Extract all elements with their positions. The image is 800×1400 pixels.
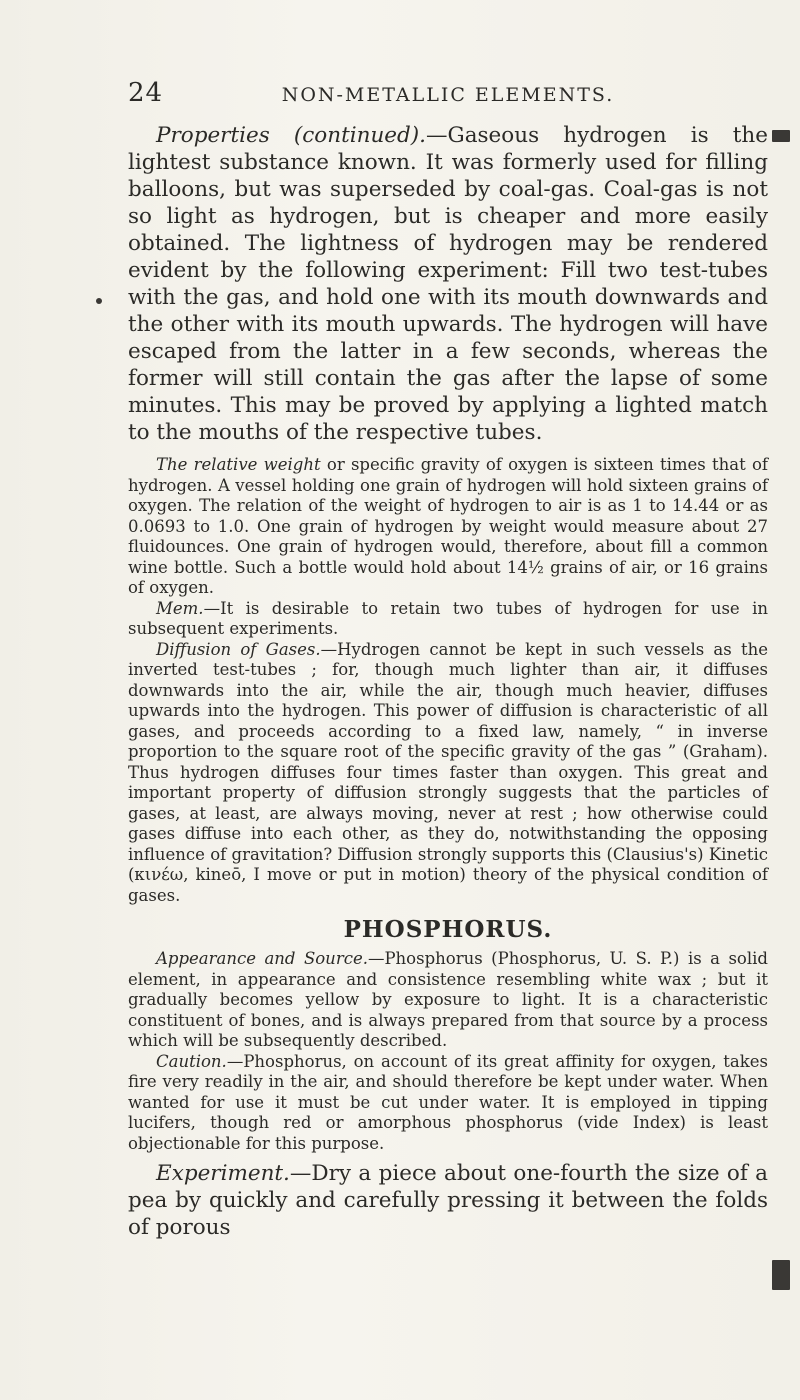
lead-diffusion: Diffusion of Gases. (156, 639, 321, 659)
text-diffusion: —Hydrogen cannot be kept in such vessels as the inverted test-tubes ; for, though much lighter than air, it diffuses downwards into the air, while the air, though much heavier, diffuses upwards into the hydrogen. This power of diffusion is characteristic of all gases, and proceeds according to a fixed law, namely, “ in inverse proportion to the square root of the specific gravity of the gas ” (Graham). Thus hydrogen diffuses four times faster than oxygen. This great and important property of diffusion strongly suggests that the particles of gases, at least, are always moving, never at rest ; how otherwise could gases diffuse into each other, as they do, notwithstanding the opposing influence of gravitation? Diffusion strongly supports this (Clausius's) Kinetic (κινέω, kineō, I move or put in motion) theory of the physical condition of gases. (128, 639, 768, 905)
lead-experiment: Experiment. (156, 1161, 290, 1186)
section-heading: PHOSPHORUS. (343, 916, 553, 943)
page-number: 24 (128, 78, 164, 108)
lead-properties: Properties (continued). (156, 123, 427, 148)
paragraph-properties (128, 122, 768, 446)
paragraph-caution (128, 1052, 768, 1155)
margin-dot (96, 298, 102, 304)
paragraph-mem (128, 599, 768, 640)
page-edge-mark (772, 1260, 790, 1290)
page-edge-mark (772, 130, 790, 142)
running-title: NON-METALLIC ELEMENTS. (281, 84, 615, 106)
paragraph-relative-weight (128, 455, 768, 599)
lead-caution: Caution. (156, 1051, 227, 1071)
paragraph-experiment (128, 1160, 768, 1241)
page-body (128, 122, 768, 1241)
paragraph-diffusion (128, 640, 768, 907)
text-experiment: —Dry a piece about one-fourth the size of a pea by quickly and carefully pressing it between the folds of porous (128, 1161, 768, 1240)
page-header (128, 78, 768, 112)
text-relative-weight: or specific gravity of oxygen is sixteen times that of hydrogen. A vessel holding one grain of hydrogen will hold sixteen grains of oxygen. The relation of the weight of hydrogen to air is as 1 to 14.44 or as 0.0693 to 1.0. One grain of hydrogen by weight would measure about 27 fluidounces. One grain of hydrogen would, therefore, about fill a common wine bottle. Such a bottle would hold about 14½ grains of air, or 16 grains of oxygen. (128, 455, 768, 597)
lead-relative-weight: The relative weight (156, 455, 321, 474)
text-caution: —Phosphorus, on account of its great affinity for oxygen, takes fire very readily in the air, and should therefore be kept under water. When wanted for use it must be cut under water. It is employed in tipping lucifers, though red or amorphous phosphorus (vide Index) is least objectionable for this purpose. (128, 1051, 768, 1153)
text-appearance: —Phosphorus (Phosphorus, U. S. P.) is a solid element, in appearance and consistence resembling white wax ; but it gradually becomes yellow by exposure to light. It is a characteristic constituent of bones, and is always prepared from that source by a process which will be subsequently described. (128, 949, 768, 1050)
text-mem: —It is desirable to retain two tubes of hydrogen for use in subsequent experiments. (128, 598, 768, 638)
lead-mem: Mem. (156, 598, 204, 618)
paragraph-appearance (128, 949, 768, 1052)
text-properties: —Gaseous hydrogen is the lightest substance known. It was formerly used for filling balloons, but was superseded by coal-gas. Coal-gas is not so light as hydrogen, but is cheaper and more easily obtained. The lightness of hydrogen may be rendered evident by the following experiment: Fill two test-tubes with the gas, and hold one with its mouth downwards and the other with its mouth upwards. The hydrogen will have escaped from the latter in a few seconds, whereas the former will still contain the gas after the lapse of some minutes. This may be proved by applying a lighted match to the mouths of the respective tubes. (128, 123, 769, 445)
lead-appearance: Appearance and Source. (156, 949, 368, 968)
